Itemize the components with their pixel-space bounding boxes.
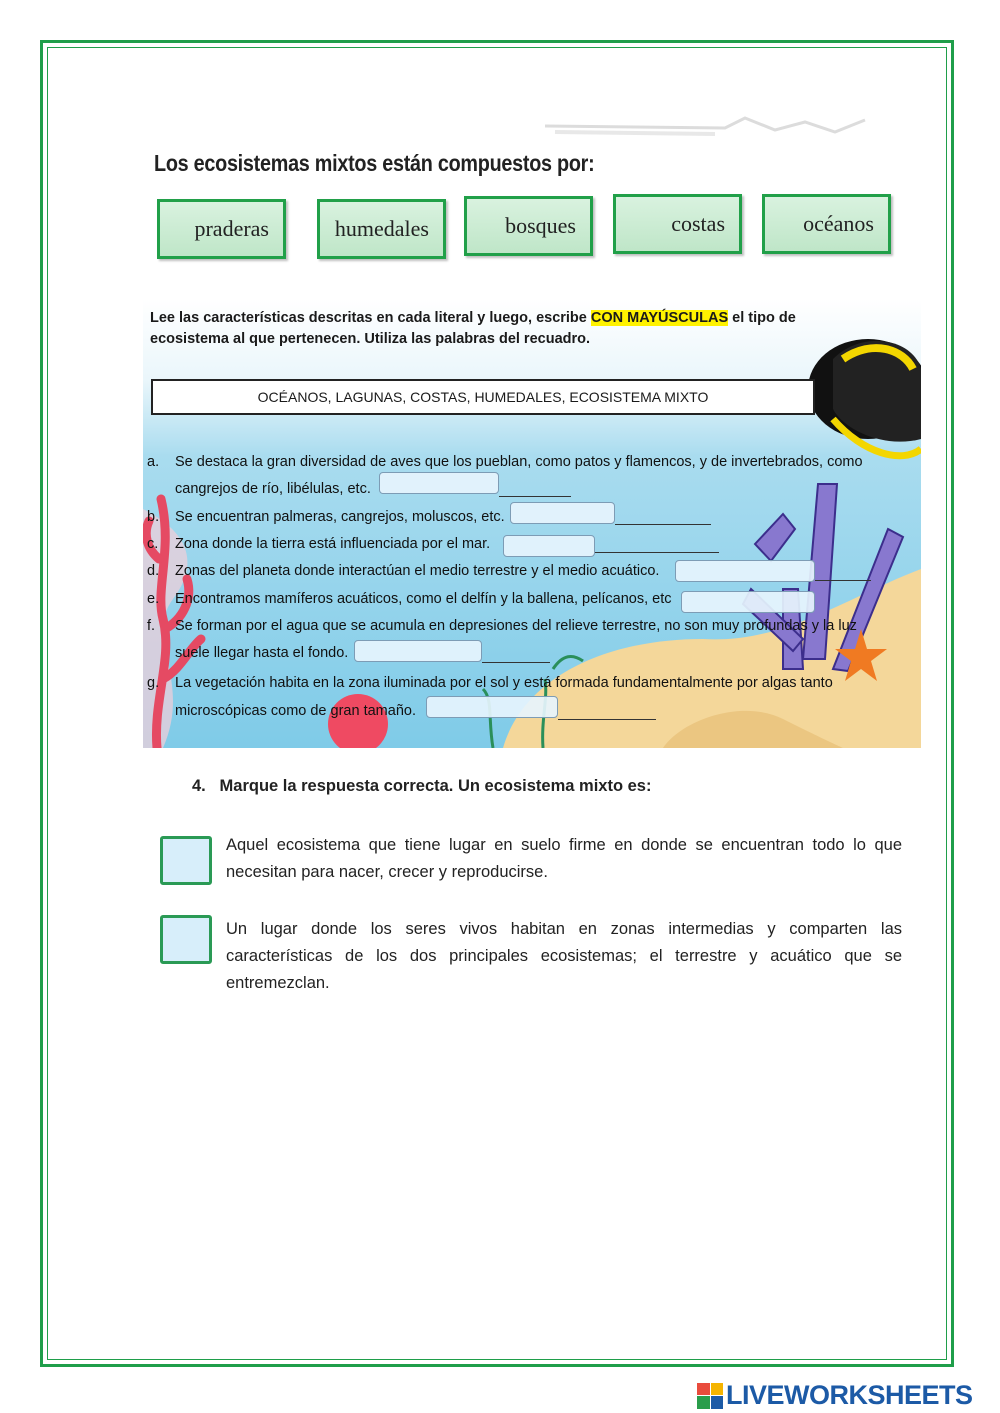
drag-option-costas[interactable]: costas xyxy=(613,194,742,254)
answer-checkbox-1[interactable] xyxy=(160,836,212,885)
activity-item-a-cont: cangrejos de río, libélulas, etc. xyxy=(175,481,371,497)
liveworksheets-logo-icon xyxy=(697,1383,723,1409)
activity-item-f-cont: suele llegar hasta el fondo. xyxy=(175,645,349,661)
answer-field-b[interactable] xyxy=(510,502,615,524)
answer-line-a xyxy=(499,496,571,497)
word-bank: OCÉANOS, LAGUNAS, COSTAS, HUMEDALES, ECOSISTEMA MIXTO xyxy=(151,379,815,415)
drag-option-humedales[interactable]: humedales xyxy=(317,199,446,259)
scan-smudge xyxy=(545,112,885,142)
answer-line-g xyxy=(558,719,656,720)
answer-line-d xyxy=(815,580,871,581)
answer-text-2: Un lugar donde los seres vivos habitan en zonas intermedias y comparten las características de los dos principales ecosistemas; el terrestre y acuático que se entremezclan. xyxy=(226,920,902,992)
answer-field-f[interactable] xyxy=(354,640,482,662)
liveworksheets-logo xyxy=(697,1380,973,1411)
activity-instruction: Lee las características descritas en cada literal y luego, escribe CON MAYÚSCULAS el tipo de ecosistema al que pertenecen. Utiliza las palabras del recuadro. xyxy=(150,310,796,347)
brand-name: LIVEWORKSHEETS xyxy=(726,1380,973,1410)
activity-item-f: f. Se forman por el agua que se acumula en depresiones del relieve terrestre, no son muy profundas y la luz xyxy=(147,618,857,634)
activity-item-b: b. Se encuentran palmeras, cangrejos, moluscos, etc. xyxy=(147,509,505,525)
activity-item-e: e. Encontramos mamíferos acuáticos, como el delfín y la ballena, pelícanos, etc xyxy=(147,591,672,607)
question-4-title: 4. Marque la respuesta correcta. Un ecosistema mixto es: xyxy=(192,777,652,795)
activity-item-g-cont: microscópicas como de gran tamaño. xyxy=(175,703,416,719)
answer-field-a[interactable] xyxy=(379,472,499,494)
answer-text-1: Aquel ecosistema que tiene lugar en suelo firme en donde se encuentran todo lo que necesitan para nacer, crecer y reproducirse. xyxy=(226,836,902,881)
answer-line-f xyxy=(482,662,550,663)
activity-item-d: d. Zonas del planeta donde interactúan el medio terrestre y el medio acuático. xyxy=(147,563,660,579)
drag-option-praderas[interactable]: praderas xyxy=(157,199,286,259)
drag-option-bosques[interactable]: bosques xyxy=(464,196,593,256)
answer-field-e[interactable] xyxy=(681,591,815,613)
answer-line-c xyxy=(595,552,719,553)
activity-panel xyxy=(143,299,921,748)
answer-field-g[interactable] xyxy=(426,696,558,718)
activity-item-g: g. La vegetación habita en la zona iluminada por el sol y está formada fundamentalmente por algas tanto xyxy=(147,675,833,691)
answer-field-c[interactable] xyxy=(503,535,595,557)
activity-item-c: c. Zona donde la tierra está influenciada por el mar. xyxy=(147,536,491,552)
answer-checkbox-2[interactable] xyxy=(160,915,212,964)
drag-option-oceanos[interactable]: océanos xyxy=(762,194,891,254)
activity-item-a: a. Se destaca la gran diversidad de aves que los pueblan, como patos y flamencos, y de invertebrados, como xyxy=(147,454,863,470)
answer-line-b xyxy=(615,524,711,525)
answer-field-d[interactable] xyxy=(675,560,815,582)
page-heading: Los ecosistemas mixtos están compuestos por: xyxy=(154,150,595,176)
